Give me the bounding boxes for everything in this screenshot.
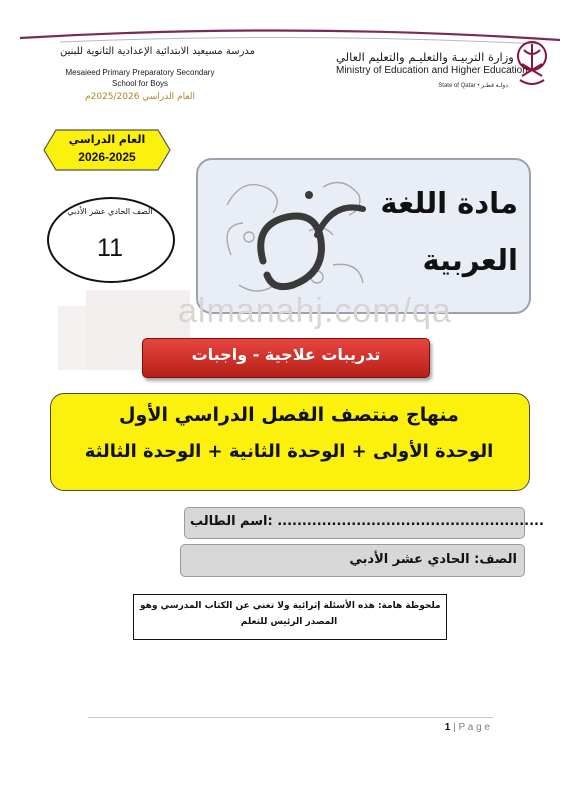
curriculum-title: منهاج منتصف الفصل الدراسي الأول <box>119 404 459 426</box>
state-of-qatar: State of Qatar • دولـة قطـر <box>438 83 508 89</box>
curriculum-units: الوحدة الأولى + الوحدة الثانية + الوحدة الثالثة <box>84 441 494 462</box>
qatar-emblem-icon <box>512 36 552 92</box>
grade-badge-number: 11 <box>97 234 123 262</box>
page-word: P a g e <box>458 722 490 733</box>
student-name-label: اسم الطالب: ...................................................... <box>190 514 544 529</box>
note-line1: ملحوظة هامة: هذه الأسئلة إثرائية ولا تغني عن الكتاب المدرسي وهو <box>140 601 441 611</box>
watermark-shape <box>58 306 86 370</box>
student-class-label: الصف: الحادي عشر الأدبي <box>349 552 517 567</box>
footer-divider <box>88 717 493 718</box>
grade-badge-label: الصف الحادي عشر الأدبي <box>67 207 153 216</box>
school-name-english-line1: Mesaieed Primary Preparatory Secondary <box>65 68 215 77</box>
watermark-text: almanahj.com/qa <box>178 292 452 330</box>
ministry-name-arabic: وزارة التربيـة والتعليـم والتعليم العالي <box>336 50 514 64</box>
page-number-value: 1 <box>444 722 451 733</box>
red-banner-text: تدريبات علاجية - واجبات <box>191 345 381 364</box>
subject-title-line2: العربية <box>422 243 518 277</box>
subject-title-line1: مادة اللغة <box>380 186 518 220</box>
school-name-arabic: مدرسة مسيعيد الابتدائية الإعدادية الثانوية للبنين <box>60 46 256 57</box>
school-name-english-line2: School for Boys <box>111 79 169 88</box>
year-badge-label: العام الدراسي <box>68 133 146 146</box>
note-line2: المصدر الرئيس للتعلم <box>240 617 338 627</box>
school-year: العام الدراسي 2025/2026م <box>85 92 195 102</box>
ministry-name-english: Ministry of Education and Higher Education <box>336 65 528 76</box>
calligraphy-dad-icon <box>213 165 373 305</box>
year-badge-value: 2026-2025 <box>78 150 136 164</box>
page-number: 1 | P a g e <box>444 722 490 733</box>
